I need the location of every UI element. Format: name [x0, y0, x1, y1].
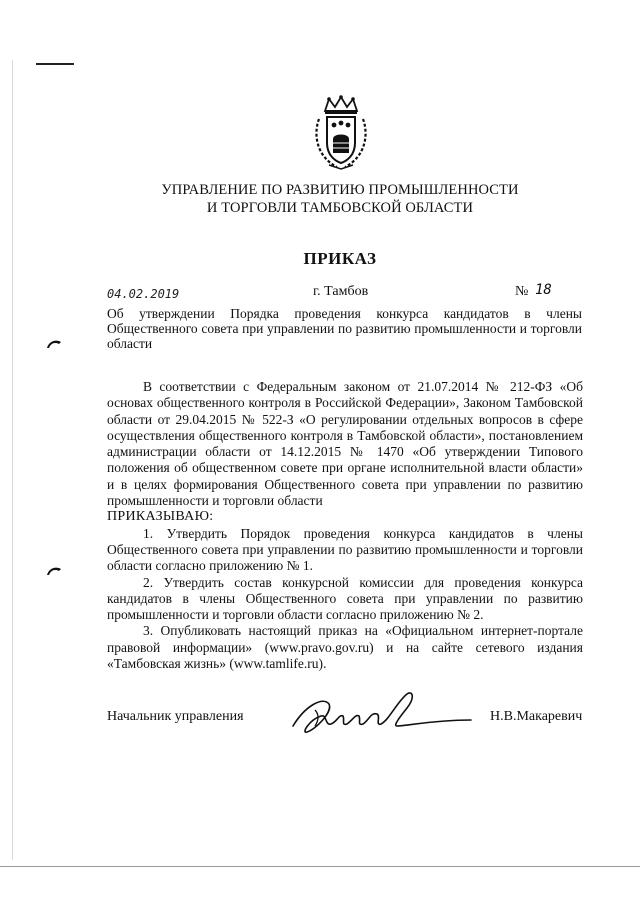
signatory-name: Н.В.Макаревич [490, 709, 583, 724]
document-body [107, 379, 583, 672]
tambov-coat-of-arms-icon [311, 95, 371, 171]
document-type-title: ПРИКАЗ [303, 249, 377, 268]
org-line-1: УПРАВЛЕНИЕ ПО РАЗВИТИЮ ПРОМЫШЛЕННОСТИ [161, 182, 519, 198]
document-number: 18 [535, 282, 552, 298]
signatory-position: Начальник управления [107, 709, 244, 724]
order-item-2: 2. Утвердить состав конкурсной комиссии для проведения конкурса кандидатов в члены Общественного совета при управлении по развитию промышленности и торговли области согласно приложению № 2. [107, 574, 583, 623]
document-subject: Об утверждении Порядка проведения конкурса кандидатов в члены Общественного совета при управлении по развитию промышленности и торговли области [107, 306, 582, 351]
order-item-1: 1. Утвердить Порядок проведения конкурса кандидатов в члены Общественного совета при управлении по развитию промышленности и торговли области согласно приложению № 1. [107, 525, 583, 574]
org-line-2: И ТОРГОВЛИ ТАМБОВСКОЙ ОБЛАСТИ [206, 200, 474, 216]
order-item-3: 3. Опубликовать настоящий приказ на «Официальном интернет-портале правовой информации» (www.pravo.gov.ru) и на сайте сетевого издания «Тамбовская жизнь» (www.tamlife.ru). [107, 623, 583, 672]
document-number-label: № [515, 284, 529, 299]
document-city: г. Тамбов [313, 284, 369, 299]
scan-edge-left [12, 60, 13, 860]
scan-edge-bottom [0, 866, 640, 867]
punch-hole-icon [46, 566, 62, 576]
preamble-paragraph: В соответствии с Федеральным законом от 21.07.2014 № 212-ФЗ «Об основах общественного контроля в Российской Федерации», Законом Тамбовской области от 29.04.2015 № 522-З «О регулировании отдельных вопросов в сфере осуществления общественного контроля в Тамбовской области», постановлением администрации области от 14.12.2015 № 1470 «Об утверждении Типового положения об общественном совете при органе исполнительной власти области» и в целях формирования Общественного совета при управлении по развитию промышленности и торговли области [107, 379, 583, 509]
punch-hole-icon [46, 339, 62, 349]
handwritten-signature-icon [285, 686, 475, 741]
organization-name [100, 181, 580, 217]
scan-mark [36, 63, 74, 65]
document-date: 04.02.2019 [107, 287, 180, 301]
order-word: ПРИКАЗЫВАЮ: [107, 509, 214, 525]
